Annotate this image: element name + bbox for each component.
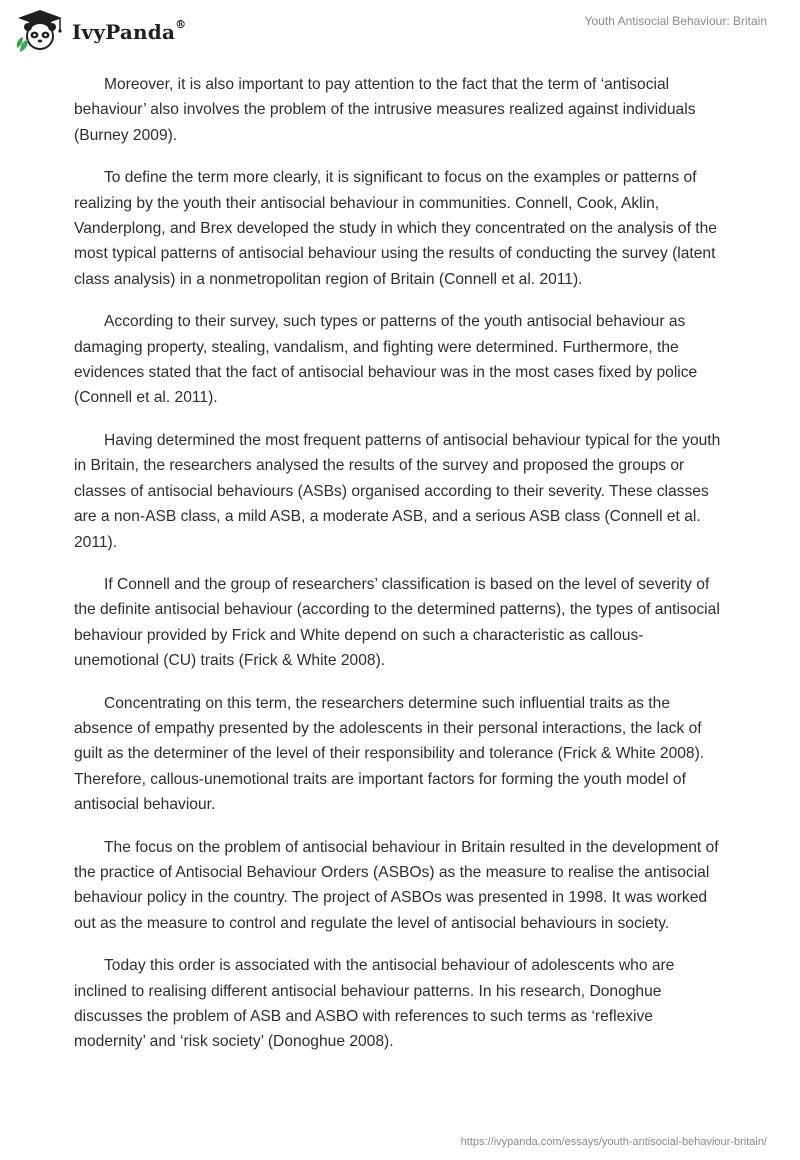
- paragraph: If Connell and the group of researchers’ classification is based on the level of severity of the definite antisocial behaviour (according to the determined patterns), the types of antisocial behaviour provided by Frick and White depend on such a characteristic as callous-unemotional (CU) traits (Frick & White 2008).: [74, 575, 720, 670]
- paragraph: To define the term more clearly, it is significant to focus on the examples or patterns of realizing by the youth their antisocial behaviour in communities. Connell, Cook, Aklin, Vanderplong, and Brex developed the study in which they concentrated on the analysis of the most typical patterns of antisocial behaviour using the results of conducting the survey (latent class analysis) in a nonmetropolitan region of Britain (Connell et al. 2011).: [74, 169, 717, 288]
- registered-mark: ®: [175, 18, 187, 32]
- paragraph: Having determined the most frequent patterns of antisocial behaviour typical for the youth in Britain, the researchers analysed the results of the survey and proposed the groups or classes of antisocial behaviours (ASBs) organised according to their severity. These classes are a non-ASB class, a mild ASB, a moderate ASB, and a serious ASB class (Connell et al. 2011).: [74, 431, 721, 551]
- paragraph: Today this order is associated with the antisocial behaviour of adolescents who are inclined to realising different antisocial behaviour patterns. In his research, Donoghue discusses the problem of ASB and ASBO with references to such terms as ‘reflexive modernity’ and ‘risk society’ (Donoghue 2008).: [74, 957, 675, 1051]
- paragraph: The focus on the problem of antisocial behaviour in Britain resulted in the development of the practice of Antisocial Behaviour Orders (ASBOs) as the measure to realise the antisocial behaviour policy in the country. The project of ASBOs was presented in 1998. It was worked out as the measure to control and regulate the level of antisocial behaviours in society.: [74, 838, 719, 932]
- paragraph: According to their survey, such types or patterns of the youth antisocial behaviour as damaging property, stealing, vandalism, and fighting were determined. Furthermore, the evidences stated that the fact of antisocial behaviour was in the most cases fixed by police (Connell et al. 2011).: [74, 313, 698, 407]
- paragraph: Moreover, it is also important to pay attention to the fact that the term of ‘antisocial behaviour’ also involves the problem of the intrusive measures realized against individuals (Burney 2009).: [74, 76, 696, 144]
- brand-name: IvyPanda®: [72, 18, 187, 44]
- document-title: Youth Antisocial Behaviour: Britain: [584, 14, 767, 28]
- source-url[interactable]: https://ivypanda.com/essays/youth-antisocial-behaviour-britain/: [460, 1136, 767, 1148]
- brand-logo[interactable]: [14, 8, 186, 54]
- page-header: [0, 0, 800, 60]
- paragraph: Concentrating on this term, the researchers determine such influential traits as the absence of empathy presented by the adolescents in their personal interactions, the lack of guilt as the determiner of the level of their responsibility and tolerance (Frick & White 2008). Therefore, callous-unemotional traits are important factors for forming the youth model of antisocial behaviour.: [74, 694, 705, 814]
- essay-body: [74, 72, 726, 1072]
- panda-graduate-logo-icon: [14, 8, 66, 54]
